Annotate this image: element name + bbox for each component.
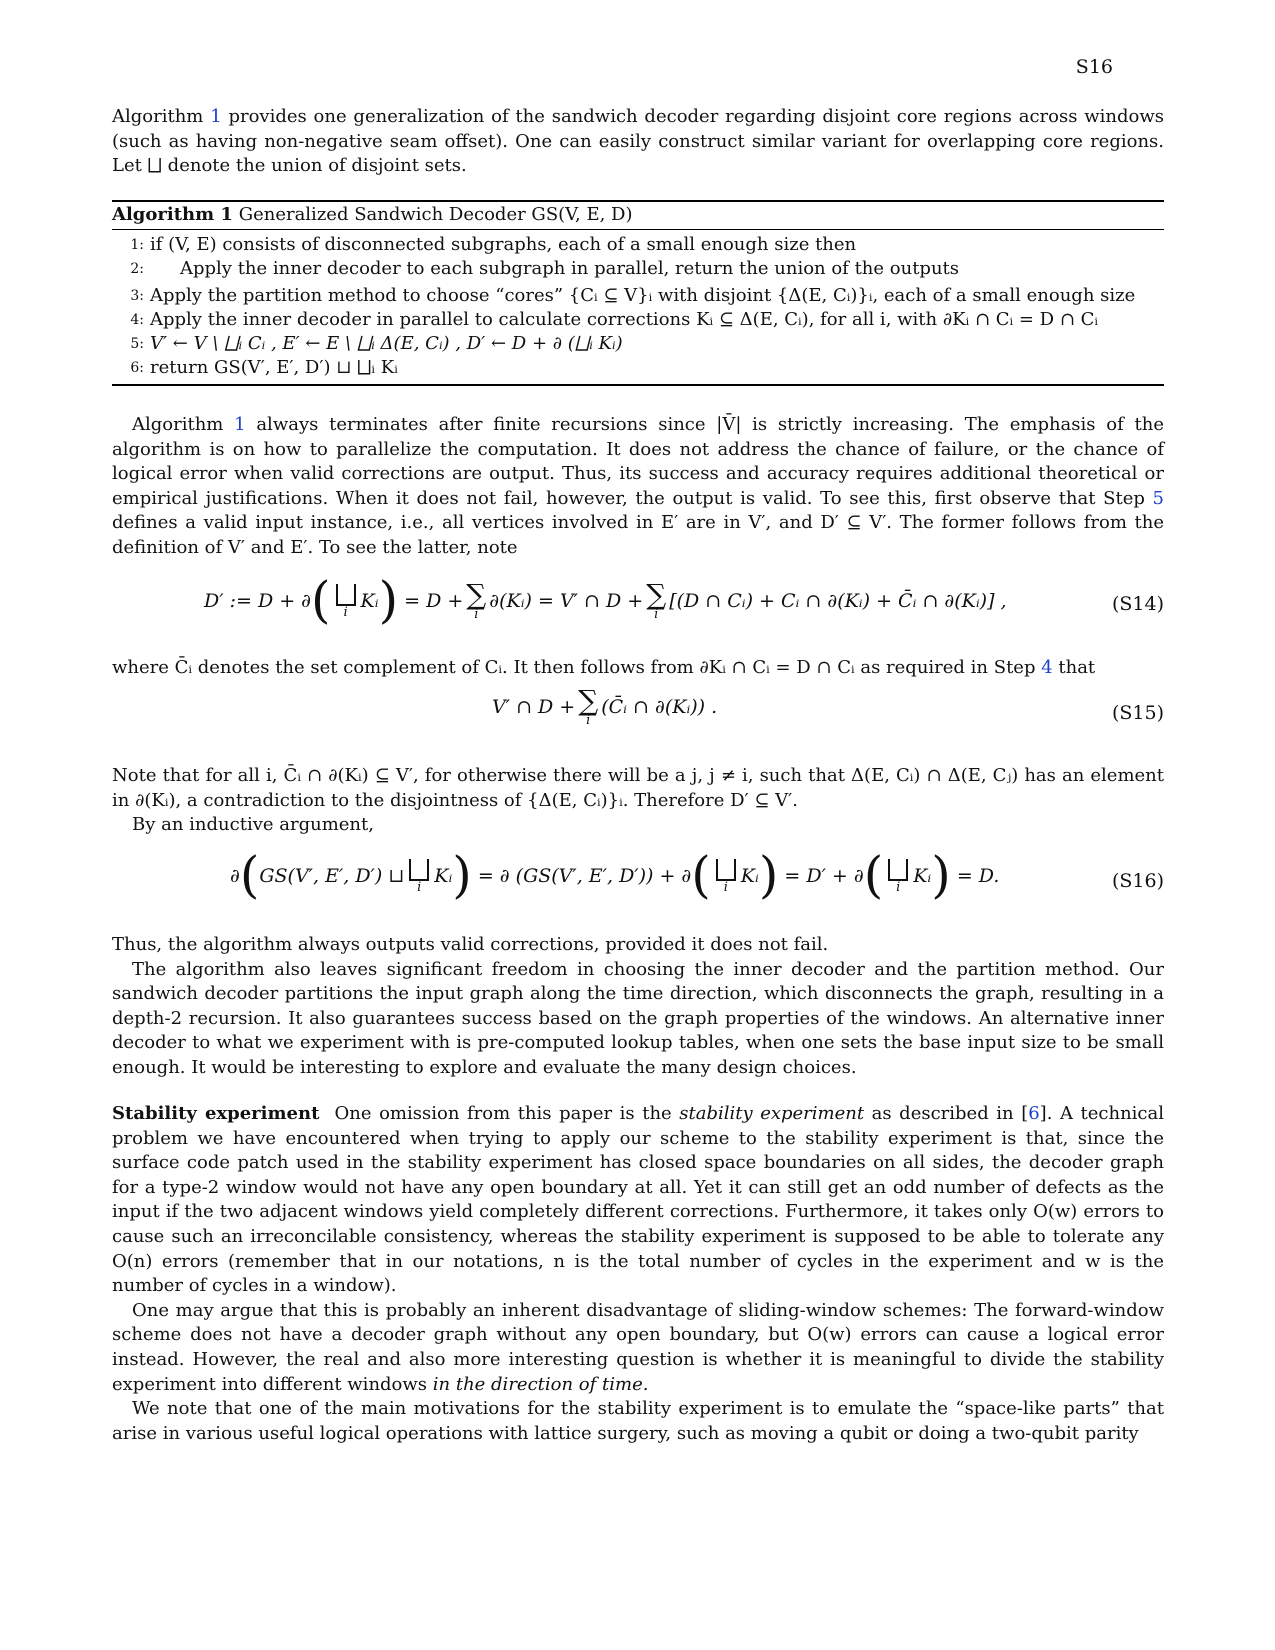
equation-number: (S16) bbox=[1111, 870, 1164, 892]
algorithm-line-3: 3: Apply the partition method to choose “cores” {Cᵢ ⊆ V}ᵢ with disjoint {Δ(E, Cᵢ)}ᵢ, each of a small enough size bbox=[130, 285, 1136, 306]
equation-s14: D′ := D + ∂( i Kᵢ) = D + ∑ i ∂(Kᵢ) = V′ ∩ D + ∑ i [(D ∩ Cᵢ) + Cᵢ ∩ ∂(Kᵢ) + C̄ᵢ ∩ ∂(Kᵢ)] , (S14) bbox=[204, 571, 1164, 629]
equation-number: (S14) bbox=[1111, 593, 1164, 615]
equation-s15: V′ ∩ D + ∑ i (C̄ᵢ ∩ ∂(Kᵢ)) . (S15) bbox=[492, 684, 1164, 728]
paragraph-complement: where C̄ᵢ denotes the set complement of Cᵢ. It then follows from ∂Kᵢ ∩ Cᵢ = D ∩ Cᵢ as required in Step 4 that bbox=[112, 657, 1096, 678]
algorithm-title: Algorithm 1 Generalized Sandwich Decoder GS(V, E, D) bbox=[112, 202, 1164, 230]
section-stability: Stability experiment One omission from this paper is the stability experiment as described in [6]. A technical problem we have encountered when trying to apply our scheme to the stability experiment is that, since the surface code patch used in the stability experiment has closed space boundaries on all sides, the decoder graph for a type-2 window would not have any open boundary at all. Yet it can still get an odd number of defects as the input if the two adjacent windows yield completely different corrections. Furthermore, it takes only O(w) errors to cause such an irreconcilable consistency, whereas the stability experiment is supposed to be able to tolerate any O(n) errors (remember that in our notations, n is the total number of cycles in the experiment and w is the number of cycles in a window). One may argue that this is probably an inherent disadvantage of sliding-window schemes: The forward-window scheme does not have a decoder graph without any open boundary, but O(w) errors can cause a logical error instead. However, the real and also more interesting question is whether it is meaningful to divide the stability experiment into different windows in the direction of time. We note that one of the main motivations for the stability experiment is to emulate the “space-like parts” that arise in various useful logical operations with lattice surgery, such as moving a qubit or doing a two-qubit parity bbox=[112, 1103, 1165, 1444]
section-heading: Stability experiment bbox=[112, 1103, 320, 1124]
algorithm-line-4: 4: Apply the inner decoder in parallel to calculate corrections Kᵢ ⊆ Δ(E, Cᵢ), for all i, with ∂Kᵢ ∩ Cᵢ = D ∩ Cᵢ bbox=[130, 309, 1099, 330]
algorithm-ref-link[interactable]: 1 bbox=[234, 414, 246, 435]
algorithm-box bbox=[112, 200, 1164, 386]
paragraph-freedom: Thus, the algorithm always outputs valid corrections, provided it does not fail. The algorithm also leaves significant freedom in choosing the inner decoder and the partition method. Our sandwich decoder partitions the input graph along the time direction, which disconnects the graph, resulting in a depth-2 recursion. It also guarantees success based on the graph properties of the windows. An alternative inner decoder to what we experiment with is pre-computed lookup tables, when one sets the base input size to be small enough. It would be interesting to explore and evaluate the many design choices. bbox=[112, 934, 1164, 1078]
algorithm-line-2: 2: Apply the inner decoder to each subgraph in parallel, return the union of the outputs bbox=[130, 258, 960, 279]
algorithm-ref-link[interactable]: 1 bbox=[210, 106, 222, 127]
algorithm-line-5: 5: V′ ← V \ ⨆ᵢ Cᵢ , E′ ← E \ ⨆ᵢ Δ(E, Cᵢ) , D′ ← D + ∂ (⨆ᵢ Kᵢ) bbox=[130, 333, 623, 354]
paragraph-termination: Algorithm 1 always terminates after finite recursions since |V̄| is strictly increasing. The emphasis of the algorithm is on how to parallelize the computation. It does not address the chance of failure, or the chance of logical error when valid corrections are output. Thus, its success and accuracy requires additional theoretical or empirical justifications. When it does not fail, however, the output is valid. To see this, first observe that Step 5 defines a valid input instance, i.e., all vertices involved in E′ are in V′, and D′ ⊆ V′. The former follows from the definition of V′ and E′. To see the latter, note bbox=[112, 414, 1164, 558]
citation-link[interactable]: 6 bbox=[1028, 1103, 1040, 1124]
equation-number: (S15) bbox=[1111, 702, 1164, 724]
page-number: S16 bbox=[1075, 56, 1113, 78]
step-ref-link[interactable]: 5 bbox=[1152, 487, 1164, 509]
algorithm-line-1: 1: if (V, E) consists of disconnected subgraphs, each of a small enough size then bbox=[130, 234, 857, 255]
paragraph-disjointness: Note that for all i, C̄ᵢ ∩ ∂(Kᵢ) ⊆ V′, for otherwise there will be a j, j ≠ i, such that Δ(E, Cᵢ) ∩ Δ(E, Cⱼ) has an element in ∂(Kᵢ), a contradiction to the disjointness of {Δ(E, Cᵢ)}ᵢ. Therefore D′ ⊆ V′. By an inductive argument, bbox=[112, 765, 1164, 836]
intro-paragraph: Algorithm 1 provides one generalization of the sandwich decoder regarding disjoint core regions across windows (such as having non-negative seam offset). One can easily construct similar variant for overlapping core regions. Let ⨆ denote the union of disjoint sets. bbox=[112, 106, 1165, 177]
algorithm-line-6: 6: return GS(V′, E′, D′) ⊔ ⨆ᵢ Kᵢ bbox=[130, 357, 398, 378]
step-ref-link[interactable]: 4 bbox=[1041, 657, 1053, 678]
equation-s16: ∂(GS(V′, E′, D′) ⊔ i Kᵢ) = ∂ (GS(V′, E′, D′)) + ∂( i Kᵢ) = D′ + ∂( i Kᵢ) = D. (S16) bbox=[230, 846, 1164, 904]
